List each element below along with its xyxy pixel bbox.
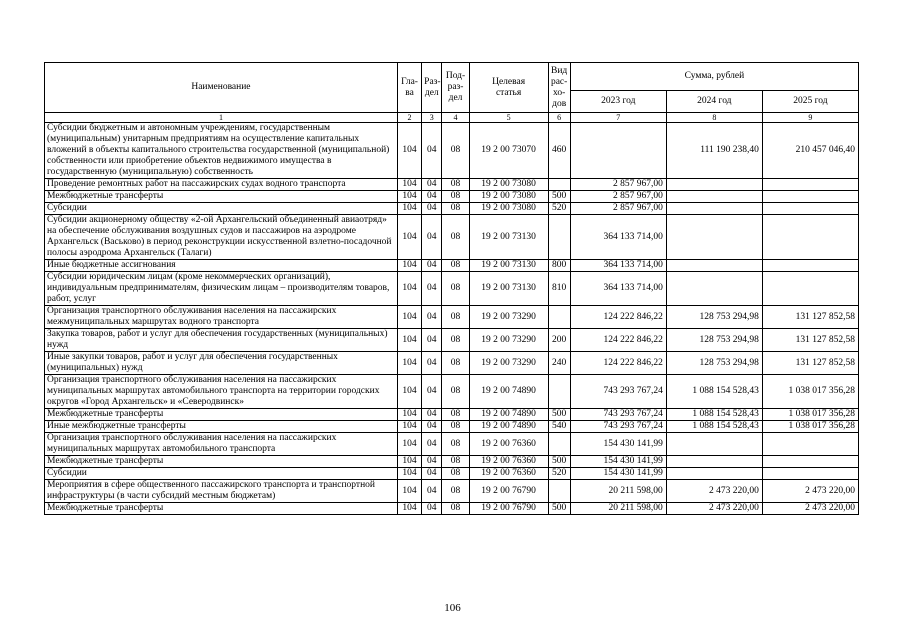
- row-target: 19 2 00 74890: [469, 421, 548, 433]
- row-glava: 104: [397, 503, 421, 515]
- row-sum-2023: 2 857 967,00: [570, 203, 666, 215]
- table-row: [45, 123, 859, 179]
- row-name: Иные межбюджетные трансферты: [45, 421, 398, 433]
- row-target: 19 2 00 73070: [469, 123, 548, 179]
- row-sum-2025: [762, 433, 858, 456]
- row-name: Проведение ремонтных работ на пассажирских судах водного транспорта: [45, 179, 398, 191]
- row-podrazdel: 08: [442, 456, 469, 468]
- row-sum-2024: [666, 433, 762, 456]
- row-name: Иные закупки товаров, работ и услуг для обеспечения государственных (муниципальных) нужд: [45, 352, 398, 375]
- row-podrazdel: 08: [442, 306, 469, 329]
- row-sum-2024: 1 088 154 528,43: [666, 421, 762, 433]
- row-sum-2023: 364 133 714,00: [570, 215, 666, 260]
- row-sum-2024: [666, 215, 762, 260]
- row-sum-2023: 154 430 141,99: [570, 456, 666, 468]
- row-podrazdel: 08: [442, 272, 469, 306]
- row-target: 19 2 00 73080: [469, 191, 548, 203]
- row-razdel: 04: [422, 503, 442, 515]
- row-vid: [548, 179, 570, 191]
- header-podrazdel: [442, 63, 469, 113]
- row-razdel: 04: [422, 306, 442, 329]
- header-vid: [548, 63, 570, 113]
- row-sum-2024: 128 753 294,98: [666, 306, 762, 329]
- row-razdel: 04: [422, 375, 442, 409]
- row-glava: 104: [397, 306, 421, 329]
- header-year-2024: 2024 год: [666, 91, 762, 113]
- row-sum-2025: [762, 468, 858, 480]
- table-row: [45, 179, 859, 191]
- row-target: 19 2 00 73290: [469, 352, 548, 375]
- row-target: 19 2 00 73130: [469, 215, 548, 260]
- row-razdel: 04: [422, 352, 442, 375]
- row-sum-2024: 1 088 154 528,43: [666, 375, 762, 409]
- row-target: 19 2 00 76360: [469, 456, 548, 468]
- row-glava: 104: [397, 215, 421, 260]
- col-num: 6: [548, 113, 570, 123]
- row-target: 19 2 00 73130: [469, 260, 548, 272]
- row-razdel: 04: [422, 203, 442, 215]
- row-name: Организация транспортного обслуживания населения на пассажирских муниципальных маршрутах автомобильного транспорта на территории городских округов «Город Архангельск» и «Северодвинск»: [45, 375, 398, 409]
- row-podrazdel: 08: [442, 480, 469, 503]
- table-row: [45, 306, 859, 329]
- row-podrazdel: 08: [442, 503, 469, 515]
- row-glava: 104: [397, 260, 421, 272]
- row-glava: 104: [397, 375, 421, 409]
- col-num: 8: [666, 113, 762, 123]
- row-name: Субсидии: [45, 468, 398, 480]
- table-row: [45, 503, 859, 515]
- row-sum-2024: 128 753 294,98: [666, 352, 762, 375]
- row-glava: 104: [397, 433, 421, 456]
- row-sum-2023: 743 293 767,24: [570, 421, 666, 433]
- table-row: [45, 480, 859, 503]
- table-row: [45, 215, 859, 260]
- row-sum-2023: 20 211 598,00: [570, 503, 666, 515]
- row-sum-2024: 128 753 294,98: [666, 329, 762, 352]
- row-sum-2023: 124 222 846,22: [570, 352, 666, 375]
- row-sum-2023: 154 430 141,99: [570, 433, 666, 456]
- row-sum-2024: 2 473 220,00: [666, 503, 762, 515]
- table-row: [45, 409, 859, 421]
- col-num: 2: [397, 113, 421, 123]
- row-sum-2023: [570, 123, 666, 179]
- row-vid: 800: [548, 260, 570, 272]
- row-sum-2024: [666, 272, 762, 306]
- row-razdel: 04: [422, 272, 442, 306]
- row-podrazdel: 08: [442, 468, 469, 480]
- row-sum-2025: [762, 191, 858, 203]
- row-sum-2023: 743 293 767,24: [570, 375, 666, 409]
- table-row: [45, 260, 859, 272]
- row-sum-2025: 2 473 220,00: [762, 480, 858, 503]
- row-sum-2025: [762, 260, 858, 272]
- col-num: 5: [469, 113, 548, 123]
- table-row: [45, 375, 859, 409]
- col-num: 7: [570, 113, 666, 123]
- row-razdel: 04: [422, 123, 442, 179]
- row-vid: [548, 433, 570, 456]
- row-glava: 104: [397, 191, 421, 203]
- header-glava: [397, 63, 421, 113]
- row-target: 19 2 00 73080: [469, 203, 548, 215]
- row-podrazdel: 08: [442, 203, 469, 215]
- row-razdel: 04: [422, 329, 442, 352]
- row-sum-2025: 1 038 017 356,28: [762, 421, 858, 433]
- row-name: Субсидии бюджетным и автономным учреждениям, государственным (муниципальным) унитарным предприятиям на осуществление капитальных вложений в объекты капитального строительства государственной (муниципальной) собственности или приобретение объектов недвижимого имущества в государственную (муниципальную) собственность: [45, 123, 398, 179]
- row-sum-2025: 131 127 852,58: [762, 329, 858, 352]
- row-podrazdel: 08: [442, 409, 469, 421]
- row-razdel: 04: [422, 215, 442, 260]
- row-vid: 240: [548, 352, 570, 375]
- row-vid: 500: [548, 409, 570, 421]
- row-sum-2025: 2 473 220,00: [762, 503, 858, 515]
- table-row: [45, 272, 859, 306]
- row-target: 19 2 00 76790: [469, 480, 548, 503]
- row-podrazdel: 08: [442, 179, 469, 191]
- row-glava: 104: [397, 480, 421, 503]
- row-razdel: 04: [422, 480, 442, 503]
- table-row: [45, 329, 859, 352]
- row-sum-2025: 131 127 852,58: [762, 352, 858, 375]
- row-vid: 520: [548, 468, 570, 480]
- row-name: Субсидии: [45, 203, 398, 215]
- row-podrazdel: 08: [442, 215, 469, 260]
- row-sum-2023: 2 857 967,00: [570, 191, 666, 203]
- row-sum-2025: 1 038 017 356,28: [762, 409, 858, 421]
- row-name: Межбюджетные трансферты: [45, 409, 398, 421]
- row-name: Организация транспортного обслуживания населения на пассажирских межмуниципальных маршрутах водного транспорта: [45, 306, 398, 329]
- header-name: Наименование: [45, 63, 398, 113]
- row-name: Межбюджетные трансферты: [45, 191, 398, 203]
- page-number: 106: [444, 602, 461, 614]
- header-target-text: Целевая статья: [492, 76, 526, 98]
- row-podrazdel: 08: [442, 421, 469, 433]
- header-razdel: [422, 63, 442, 113]
- header-sum: Сумма, рублей: [570, 63, 858, 91]
- row-podrazdel: 08: [442, 123, 469, 179]
- header-vid-text: Вид рас- хо- дов: [550, 65, 568, 109]
- row-target: 19 2 00 74890: [469, 375, 548, 409]
- header-year-2023: 2023 год: [570, 91, 666, 113]
- row-razdel: 04: [422, 433, 442, 456]
- header-podrazdel-text: Под- раз- дел: [445, 71, 466, 103]
- row-vid: [548, 480, 570, 503]
- row-name: Субсидии юридическим лицам (кроме некоммерческих организаций), индивидуальным предпринимателям, физическим лицам – производителям товаров, работ, услуг: [45, 272, 398, 306]
- row-vid: 500: [548, 503, 570, 515]
- table-row: [45, 352, 859, 375]
- row-sum-2023: 124 222 846,22: [570, 329, 666, 352]
- header-glava-text: Гла- ва: [401, 76, 418, 98]
- table-row: [45, 468, 859, 480]
- row-razdel: 04: [422, 421, 442, 433]
- col-num: 1: [45, 113, 398, 123]
- row-sum-2024: [666, 203, 762, 215]
- row-vid: 460: [548, 123, 570, 179]
- table-row: [45, 203, 859, 215]
- row-sum-2025: 131 127 852,58: [762, 306, 858, 329]
- row-glava: 104: [397, 421, 421, 433]
- header-year-2025: 2025 год: [762, 91, 858, 113]
- row-glava: 104: [397, 329, 421, 352]
- row-vid: 810: [548, 272, 570, 306]
- row-target: 19 2 00 73080: [469, 179, 548, 191]
- col-num: 3: [422, 113, 442, 123]
- row-sum-2023: 743 293 767,24: [570, 409, 666, 421]
- row-target: 19 2 00 73290: [469, 329, 548, 352]
- row-target: 19 2 00 76360: [469, 468, 548, 480]
- row-name: Закупка товаров, работ и услуг для обеспечения государственных (муниципальных) нужд: [45, 329, 398, 352]
- row-target: 19 2 00 74890: [469, 409, 548, 421]
- row-sum-2023: 124 222 846,22: [570, 306, 666, 329]
- row-name: Мероприятия в сфере общественного пассажирского транспорта и транспортной инфраструктуры (в части субсидий местным бюджетам): [45, 480, 398, 503]
- row-vid: 500: [548, 191, 570, 203]
- row-target: 19 2 00 76790: [469, 503, 548, 515]
- row-sum-2025: 1 038 017 356,28: [762, 375, 858, 409]
- row-vid: 520: [548, 203, 570, 215]
- row-name: Субсидии акционерному обществу «2-ой Архангельский объединенный авиаотряд» на обеспечение обслуживания воздушных судов и пассажиров на аэродроме Архангельск (Васьково) в период реконструкции искусственной взлетно-посадочной полосы аэродрома Архангельск (Талаги): [45, 215, 398, 260]
- table-body: [45, 123, 859, 515]
- row-podrazdel: 08: [442, 260, 469, 272]
- row-glava: 104: [397, 352, 421, 375]
- row-podrazdel: 08: [442, 191, 469, 203]
- row-target: 19 2 00 76360: [469, 433, 548, 456]
- row-sum-2024: 111 190 238,40: [666, 123, 762, 179]
- row-vid: 540: [548, 421, 570, 433]
- row-podrazdel: 08: [442, 375, 469, 409]
- row-sum-2024: 1 088 154 528,43: [666, 409, 762, 421]
- row-sum-2024: [666, 456, 762, 468]
- table-row: [45, 456, 859, 468]
- row-glava: 104: [397, 272, 421, 306]
- row-sum-2025: [762, 456, 858, 468]
- row-vid: 500: [548, 456, 570, 468]
- row-sum-2025: [762, 272, 858, 306]
- row-sum-2023: 2 857 967,00: [570, 179, 666, 191]
- row-vid: [548, 215, 570, 260]
- row-sum-2024: [666, 468, 762, 480]
- row-razdel: 04: [422, 260, 442, 272]
- row-podrazdel: 08: [442, 433, 469, 456]
- row-sum-2023: 20 211 598,00: [570, 480, 666, 503]
- row-sum-2024: 2 473 220,00: [666, 480, 762, 503]
- row-razdel: 04: [422, 191, 442, 203]
- row-vid: 200: [548, 329, 570, 352]
- row-sum-2023: 154 430 141,99: [570, 468, 666, 480]
- row-sum-2024: [666, 260, 762, 272]
- row-glava: 104: [397, 123, 421, 179]
- header-razdel-text: Раз- дел: [424, 76, 441, 98]
- col-num: 9: [762, 113, 858, 123]
- row-sum-2024: [666, 179, 762, 191]
- table-row: [45, 433, 859, 456]
- row-sum-2024: [666, 191, 762, 203]
- row-glava: 104: [397, 409, 421, 421]
- row-sum-2025: [762, 215, 858, 260]
- row-razdel: 04: [422, 456, 442, 468]
- row-sum-2023: 364 133 714,00: [570, 272, 666, 306]
- col-num: 4: [442, 113, 469, 123]
- table-row: [45, 421, 859, 433]
- row-glava: 104: [397, 456, 421, 468]
- row-sum-2025: 210 457 046,40: [762, 123, 858, 179]
- row-razdel: 04: [422, 179, 442, 191]
- row-name: Межбюджетные трансферты: [45, 503, 398, 515]
- row-podrazdel: 08: [442, 352, 469, 375]
- row-vid: [548, 306, 570, 329]
- table-row: [45, 191, 859, 203]
- row-podrazdel: 08: [442, 329, 469, 352]
- budget-table: [44, 62, 859, 515]
- row-name: Иные бюджетные ассигнования: [45, 260, 398, 272]
- row-sum-2023: 364 133 714,00: [570, 260, 666, 272]
- row-glava: 104: [397, 203, 421, 215]
- row-vid: [548, 375, 570, 409]
- row-target: 19 2 00 73130: [469, 272, 548, 306]
- row-razdel: 04: [422, 409, 442, 421]
- row-razdel: 04: [422, 468, 442, 480]
- row-name: Межбюджетные трансферты: [45, 456, 398, 468]
- header-target: [469, 63, 548, 113]
- row-glava: 104: [397, 179, 421, 191]
- column-number-row: [45, 113, 859, 123]
- row-target: 19 2 00 73290: [469, 306, 548, 329]
- row-glava: 104: [397, 468, 421, 480]
- row-sum-2025: [762, 179, 858, 191]
- row-name: Организация транспортного обслуживания населения на пассажирских муниципальных маршрутах автомобильного транспорта: [45, 433, 398, 456]
- row-sum-2025: [762, 203, 858, 215]
